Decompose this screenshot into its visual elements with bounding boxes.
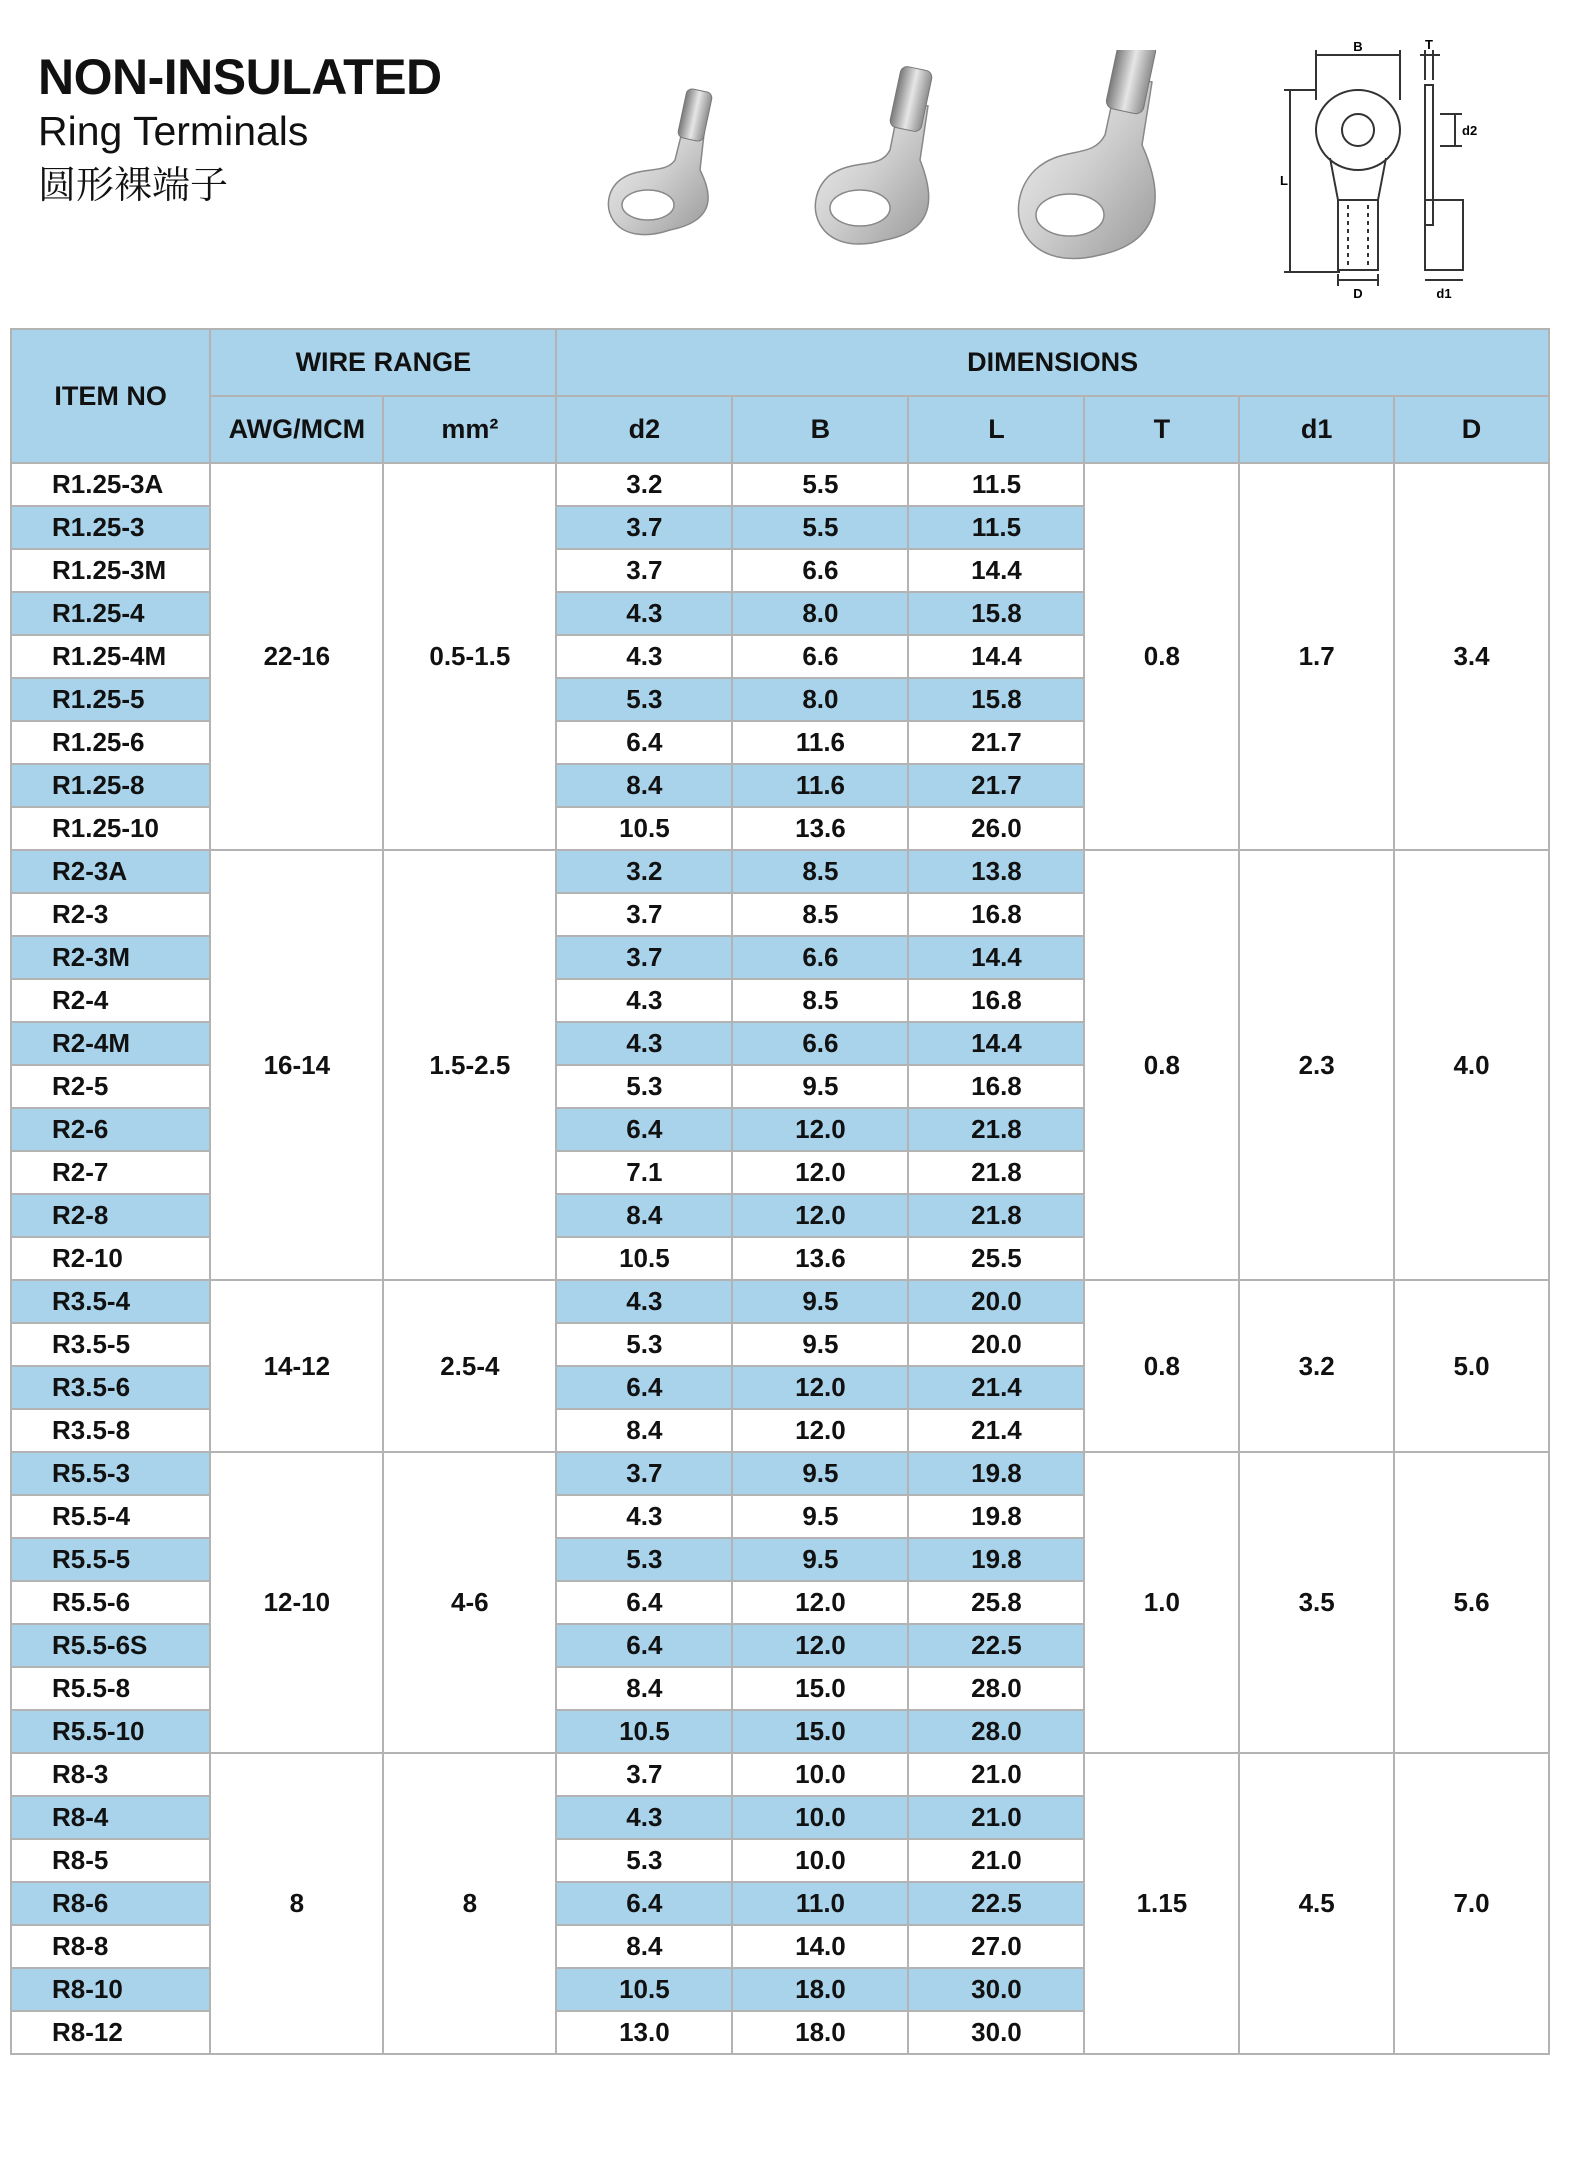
b-cell: 6.6	[732, 1022, 908, 1065]
d2-cell: 3.7	[556, 1452, 732, 1495]
d2-cell: 5.3	[556, 1065, 732, 1108]
awg-cell: 22-16	[210, 463, 383, 850]
l-cell: 16.8	[908, 979, 1084, 1022]
l-cell: 14.4	[908, 936, 1084, 979]
item-no-cell: R1.25-4	[11, 592, 210, 635]
d1-cell: 4.5	[1239, 1753, 1394, 2054]
item-no-cell: R5.5-6	[11, 1581, 210, 1624]
b-cell: 18.0	[732, 1968, 908, 2011]
awg-cell: 16-14	[210, 850, 383, 1280]
d2-cell: 4.3	[556, 1495, 732, 1538]
d2-cell: 8.4	[556, 1194, 732, 1237]
mm2-cell: 8	[383, 1753, 556, 2054]
item-no-cell: R1.25-3M	[11, 549, 210, 592]
b-cell: 8.5	[732, 893, 908, 936]
b-cell: 5.5	[732, 506, 908, 549]
item-no-cell: R8-8	[11, 1925, 210, 1968]
d-cell: 5.6	[1394, 1452, 1549, 1753]
awg-cell: 14-12	[210, 1280, 383, 1452]
l-cell: 22.5	[908, 1624, 1084, 1667]
header-d1: d1	[1239, 396, 1394, 463]
d1-cell: 3.5	[1239, 1452, 1394, 1753]
item-no-cell: R2-5	[11, 1065, 210, 1108]
l-cell: 20.0	[908, 1280, 1084, 1323]
d2-cell: 3.7	[556, 549, 732, 592]
b-cell: 9.5	[732, 1280, 908, 1323]
b-cell: 15.0	[732, 1710, 908, 1753]
item-no-cell: R8-3	[11, 1753, 210, 1796]
d2-cell: 3.7	[556, 893, 732, 936]
l-cell: 13.8	[908, 850, 1084, 893]
d2-cell: 4.3	[556, 592, 732, 635]
l-cell: 16.8	[908, 1065, 1084, 1108]
item-no-cell: R8-5	[11, 1839, 210, 1882]
d2-cell: 8.4	[556, 1667, 732, 1710]
item-no-cell: R1.25-3A	[11, 463, 210, 506]
d2-cell: 4.3	[556, 979, 732, 1022]
diagram-label-B: B	[1353, 40, 1363, 54]
l-cell: 15.8	[908, 678, 1084, 721]
l-cell: 14.4	[908, 549, 1084, 592]
diagram-label-L: L	[1280, 173, 1288, 188]
l-cell: 21.8	[908, 1194, 1084, 1237]
d2-cell: 6.4	[556, 1624, 732, 1667]
item-no-cell: R2-6	[11, 1108, 210, 1151]
header-T: T	[1084, 396, 1239, 463]
table-row	[11, 1280, 1549, 1323]
d2-cell: 4.3	[556, 1796, 732, 1839]
d2-cell: 10.5	[556, 1710, 732, 1753]
item-no-cell: R8-6	[11, 1882, 210, 1925]
l-cell: 27.0	[908, 1925, 1084, 1968]
d2-cell: 6.4	[556, 1108, 732, 1151]
item-no-cell: R2-3A	[11, 850, 210, 893]
item-no-cell: R5.5-8	[11, 1667, 210, 1710]
d2-cell: 8.4	[556, 1925, 732, 1968]
mm2-cell: 4-6	[383, 1452, 556, 1753]
l-cell: 14.4	[908, 1022, 1084, 1065]
d2-cell: 6.4	[556, 721, 732, 764]
dimension-diagram	[1270, 40, 1530, 310]
b-cell: 8.0	[732, 678, 908, 721]
item-no-cell: R1.25-10	[11, 807, 210, 850]
b-cell: 9.5	[732, 1452, 908, 1495]
b-cell: 5.5	[732, 463, 908, 506]
b-cell: 10.0	[732, 1753, 908, 1796]
ring-outline	[1316, 90, 1400, 170]
item-no-cell: R1.25-5	[11, 678, 210, 721]
ring-terminal-spec-table	[10, 328, 1550, 2055]
b-cell: 12.0	[732, 1194, 908, 1237]
table-row	[11, 1753, 1549, 1796]
item-no-cell: R2-7	[11, 1151, 210, 1194]
t-cell: 0.8	[1084, 463, 1239, 850]
item-no-cell: R1.25-8	[11, 764, 210, 807]
page-title-chinese: 圆形裸端子	[38, 163, 229, 207]
header-B: B	[732, 396, 908, 463]
t-cell: 0.8	[1084, 850, 1239, 1280]
mm2-cell: 2.5-4	[383, 1280, 556, 1452]
b-cell: 8.5	[732, 850, 908, 893]
d2-cell: 10.5	[556, 1968, 732, 2011]
d1-cell: 3.2	[1239, 1280, 1394, 1452]
d1-cell: 2.3	[1239, 850, 1394, 1280]
d2-cell: 4.3	[556, 1280, 732, 1323]
b-cell: 13.6	[732, 807, 908, 850]
d2-cell: 6.4	[556, 1366, 732, 1409]
l-cell: 25.5	[908, 1237, 1084, 1280]
header-item-no: ITEM NO	[11, 329, 210, 463]
b-cell: 12.0	[732, 1624, 908, 1667]
t-cell: 1.0	[1084, 1452, 1239, 1753]
l-cell: 19.8	[908, 1495, 1084, 1538]
table-row	[11, 463, 1549, 506]
d-cell: 4.0	[1394, 850, 1549, 1280]
d2-cell: 3.7	[556, 1753, 732, 1796]
item-no-cell: R2-3M	[11, 936, 210, 979]
l-cell: 11.5	[908, 463, 1084, 506]
b-cell: 12.0	[732, 1151, 908, 1194]
b-cell: 6.6	[732, 549, 908, 592]
item-no-cell: R5.5-4	[11, 1495, 210, 1538]
item-no-cell: R3.5-6	[11, 1366, 210, 1409]
table-row	[11, 1452, 1549, 1495]
b-cell: 12.0	[732, 1409, 908, 1452]
d2-cell: 5.3	[556, 1538, 732, 1581]
b-cell: 6.6	[732, 936, 908, 979]
l-cell: 21.7	[908, 721, 1084, 764]
b-cell: 14.0	[732, 1925, 908, 1968]
d2-cell: 7.1	[556, 1151, 732, 1194]
diagram-label-d2: d2	[1462, 123, 1478, 138]
mm2-cell: 1.5-2.5	[383, 850, 556, 1280]
l-cell: 21.4	[908, 1409, 1084, 1452]
b-cell: 13.6	[732, 1237, 908, 1280]
b-cell: 8.5	[732, 979, 908, 1022]
item-no-cell: R1.25-4M	[11, 635, 210, 678]
l-cell: 21.7	[908, 764, 1084, 807]
title-block	[38, 48, 442, 214]
item-no-cell: R3.5-4	[11, 1280, 210, 1323]
b-cell: 11.6	[732, 721, 908, 764]
l-cell: 15.8	[908, 592, 1084, 635]
t-cell: 0.8	[1084, 1280, 1239, 1452]
d2-cell: 4.3	[556, 1022, 732, 1065]
page-title: NON-INSULATED	[38, 49, 442, 105]
l-cell: 30.0	[908, 1968, 1084, 2011]
d2-cell: 13.0	[556, 2011, 732, 2054]
l-cell: 25.8	[908, 1581, 1084, 1624]
item-no-cell: R2-10	[11, 1237, 210, 1280]
item-no-cell: R3.5-5	[11, 1323, 210, 1366]
b-cell: 9.5	[732, 1538, 908, 1581]
l-cell: 22.5	[908, 1882, 1084, 1925]
d2-cell: 8.4	[556, 764, 732, 807]
b-cell: 12.0	[732, 1366, 908, 1409]
item-no-cell: R5.5-6S	[11, 1624, 210, 1667]
item-no-cell: R8-10	[11, 1968, 210, 2011]
l-cell: 21.0	[908, 1796, 1084, 1839]
d2-cell: 8.4	[556, 1409, 732, 1452]
b-cell: 15.0	[732, 1667, 908, 1710]
l-cell: 20.0	[908, 1323, 1084, 1366]
item-no-cell: R2-8	[11, 1194, 210, 1237]
t-cell: 1.15	[1084, 1753, 1239, 2054]
header-L: L	[908, 396, 1084, 463]
ring-terminal-photos	[580, 50, 1280, 300]
d-cell: 3.4	[1394, 463, 1549, 850]
l-cell: 30.0	[908, 2011, 1084, 2054]
b-cell: 10.0	[732, 1839, 908, 1882]
item-no-cell: R8-12	[11, 2011, 210, 2054]
d-cell: 5.0	[1394, 1280, 1549, 1452]
header-D: D	[1394, 396, 1549, 463]
item-no-cell: R5.5-3	[11, 1452, 210, 1495]
table-row	[11, 850, 1549, 893]
b-cell: 11.6	[732, 764, 908, 807]
l-cell: 28.0	[908, 1667, 1084, 1710]
page-subtitle: Ring Terminals	[38, 108, 309, 154]
l-cell: 21.0	[908, 1839, 1084, 1882]
d2-cell: 3.7	[556, 506, 732, 549]
b-cell: 6.6	[732, 635, 908, 678]
d2-cell: 10.5	[556, 1237, 732, 1280]
mm2-cell: 0.5-1.5	[383, 463, 556, 850]
d2-cell: 3.2	[556, 463, 732, 506]
b-cell: 12.0	[732, 1581, 908, 1624]
b-cell: 9.5	[732, 1495, 908, 1538]
diagram-label-T: T	[1425, 40, 1433, 52]
d2-cell: 5.3	[556, 1839, 732, 1882]
awg-cell: 12-10	[210, 1452, 383, 1753]
d1-cell: 1.7	[1239, 463, 1394, 850]
d2-cell: 6.4	[556, 1882, 732, 1925]
l-cell: 19.8	[908, 1538, 1084, 1581]
header-awg: AWG/MCM	[210, 396, 383, 463]
item-no-cell: R5.5-5	[11, 1538, 210, 1581]
d2-cell: 3.7	[556, 936, 732, 979]
spec-table-body	[11, 463, 1549, 2054]
d2-cell: 10.5	[556, 807, 732, 850]
l-cell: 21.4	[908, 1366, 1084, 1409]
d2-cell: 3.2	[556, 850, 732, 893]
l-cell: 11.5	[908, 506, 1084, 549]
item-no-cell: R8-4	[11, 1796, 210, 1839]
ring-terminal-medium-image	[815, 65, 933, 244]
item-no-cell: R2-4M	[11, 1022, 210, 1065]
b-cell: 8.0	[732, 592, 908, 635]
header-d2: d2	[556, 396, 732, 463]
l-cell: 14.4	[908, 635, 1084, 678]
diagram-label-d1: d1	[1436, 286, 1452, 301]
d2-cell: 5.3	[556, 678, 732, 721]
l-cell: 16.8	[908, 893, 1084, 936]
d2-cell: 6.4	[556, 1581, 732, 1624]
b-cell: 9.5	[732, 1065, 908, 1108]
d2-cell: 4.3	[556, 635, 732, 678]
b-cell: 12.0	[732, 1108, 908, 1151]
item-no-cell: R2-4	[11, 979, 210, 1022]
l-cell: 21.0	[908, 1753, 1084, 1796]
d-cell: 7.0	[1394, 1753, 1549, 2054]
b-cell: 10.0	[732, 1796, 908, 1839]
l-cell: 21.8	[908, 1151, 1084, 1194]
header-mm2: mm²	[383, 396, 556, 463]
l-cell: 28.0	[908, 1710, 1084, 1753]
header-dimensions: DIMENSIONS	[556, 329, 1549, 396]
l-cell: 26.0	[908, 807, 1084, 850]
item-no-cell: R1.25-6	[11, 721, 210, 764]
item-no-cell: R2-3	[11, 893, 210, 936]
l-cell: 21.8	[908, 1108, 1084, 1151]
l-cell: 19.8	[908, 1452, 1084, 1495]
ring-terminal-small-image	[608, 88, 712, 235]
d2-cell: 5.3	[556, 1323, 732, 1366]
ring-hole	[1342, 114, 1374, 146]
awg-cell: 8	[210, 1753, 383, 2054]
item-no-cell: R1.25-3	[11, 506, 210, 549]
item-no-cell: R3.5-8	[11, 1409, 210, 1452]
ring-terminal-large-image	[1018, 50, 1157, 259]
header-wire-range: WIRE RANGE	[210, 329, 556, 396]
b-cell: 11.0	[732, 1882, 908, 1925]
b-cell: 9.5	[732, 1323, 908, 1366]
item-no-cell: R5.5-10	[11, 1710, 210, 1753]
b-cell: 18.0	[732, 2011, 908, 2054]
diagram-label-D: D	[1353, 286, 1363, 301]
